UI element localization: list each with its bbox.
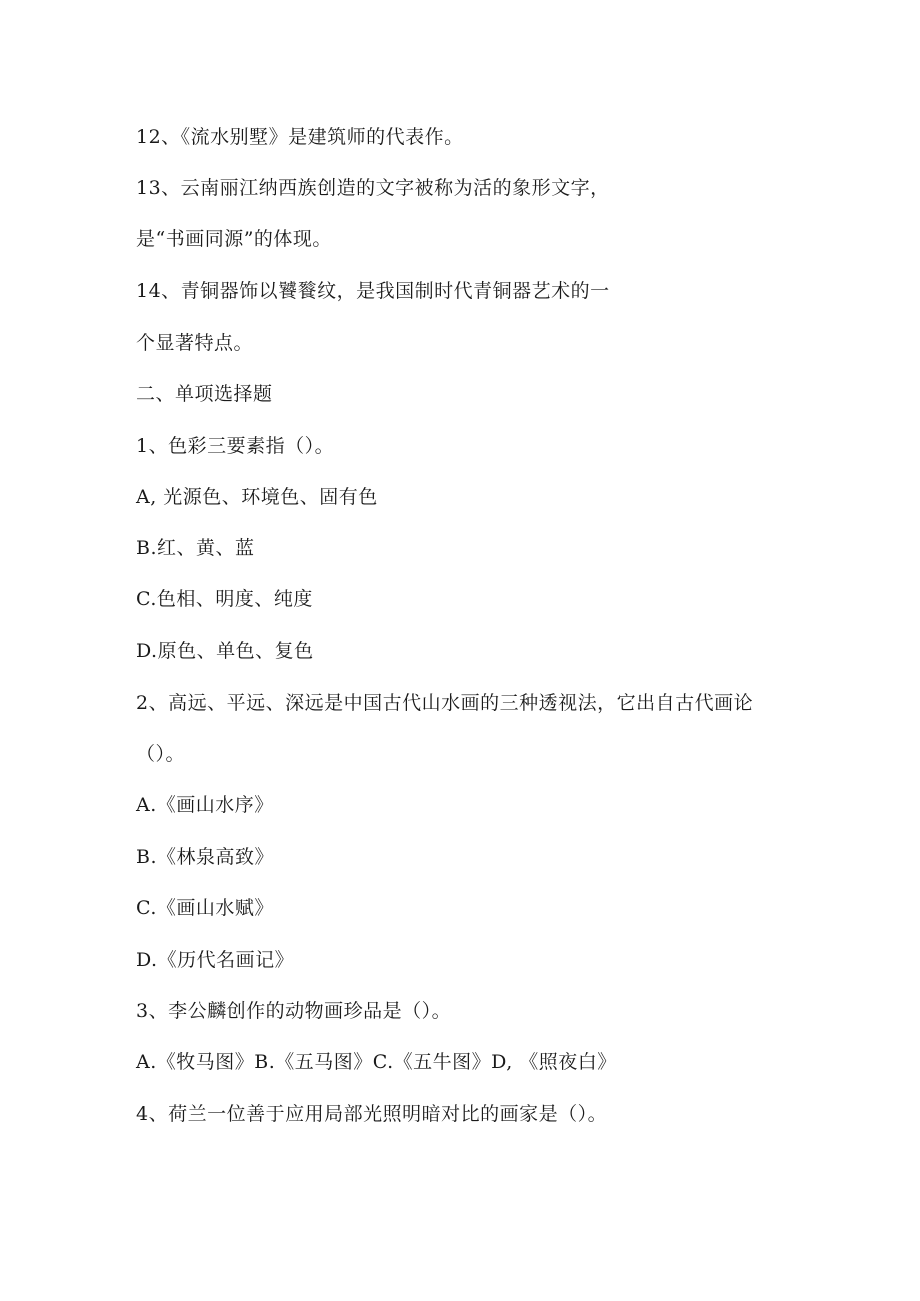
question-1-option-a: A, 光源色、环境色、固有色 bbox=[136, 486, 378, 508]
question-2-option-c: C.《画山水赋》 bbox=[136, 897, 274, 919]
fill-blank-question-14-line-1: 14、青铜器饰以饕餮纹，是我国制时代青铜器艺术的一 bbox=[136, 280, 610, 302]
question-2-line-2: （）。 bbox=[136, 743, 186, 765]
question-2-line-1: 2、高远、平远、深远是中国古代山水画的三种透视法，它出自古代画论 bbox=[136, 692, 754, 714]
question-3-options: A.《牧马图》B.《五马图》C.《五牛图》D, 《照夜白》 bbox=[136, 1051, 617, 1073]
question-1-option-b: B.红、黄、蓝 bbox=[136, 537, 255, 559]
fill-blank-question-13-line-1: 13、云南丽江纳西族创造的文字被称为活的象形文字， bbox=[136, 177, 610, 199]
question-2-option-b: B.《林泉高致》 bbox=[136, 846, 275, 868]
fill-blank-question-12: 12、《流水别墅》是建筑师的代表作。 bbox=[136, 126, 464, 148]
section-heading-single-choice: 二、单项选择题 bbox=[136, 383, 273, 405]
question-1-option-c: C.色相、明度、纯度 bbox=[136, 588, 313, 610]
question-2-option-d: D.《历代名画记》 bbox=[136, 949, 295, 971]
question-4: 4、荷兰一位善于应用局部光照明暗对比的画家是（）。 bbox=[136, 1103, 608, 1125]
fill-blank-question-13-line-2: 是“书画同源”的体现。 bbox=[136, 228, 332, 250]
fill-blank-question-14-line-2: 个显著特点。 bbox=[136, 332, 254, 354]
question-3: 3、李公麟创作的动物画珍品是（）。 bbox=[136, 1000, 452, 1022]
question-1: 1、色彩三要素指（）。 bbox=[136, 435, 335, 457]
question-1-option-d: D.原色、单色、复色 bbox=[136, 640, 314, 662]
question-2-option-a: A.《画山水序》 bbox=[136, 794, 274, 816]
